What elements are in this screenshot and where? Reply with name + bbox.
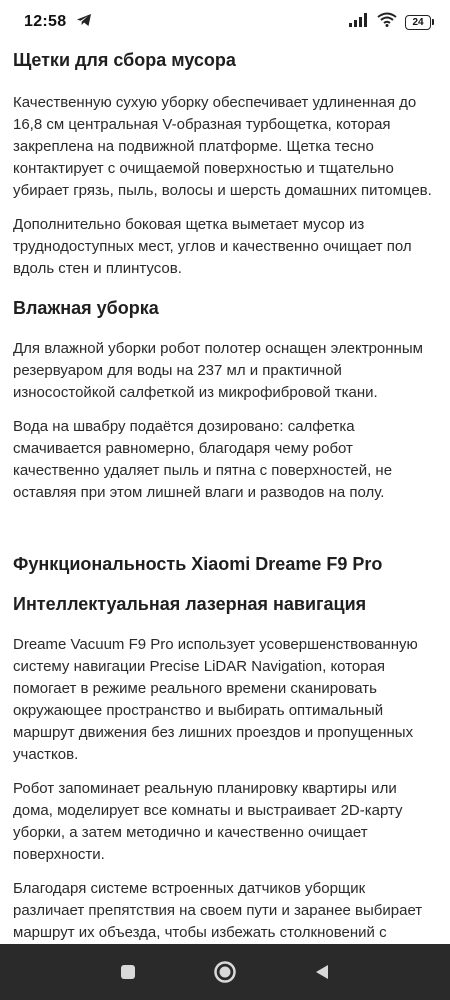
paragraph: Вода на швабру подаётся дозировано: салфетка смачивается равномерно, благодаря чему робот качественно удаляет пыль и пятна с поверхностей, не оставляя при этом лишней влаги и разводов на полу. <box>13 418 393 501</box>
section-heading-laser-navigation: Интеллектуальная лазерная навигация <box>13 594 367 614</box>
telegram-icon <box>76 13 92 32</box>
status-bar <box>0 0 450 44</box>
paragraph: Благодаря системе встроенных датчиков уборщик различает препятствия на своем пути и заранее выбирает маршрут их объезда, чтобы избежать столкновений с <box>13 880 423 941</box>
home-button[interactable] <box>205 952 245 992</box>
recents-button[interactable] <box>108 952 148 992</box>
square-icon <box>119 963 137 981</box>
paragraph: Качественную сухую уборку обеспечивает удлиненная до 16,8 см центральная V-образная турбощетка, которая закреплена на подвижной платформе. Щетка тесно контактирует с очищаемой поверхностью и тщательно убирает грязь, пыль, волосы и шерсть домашних питомцев. <box>13 94 432 199</box>
section-heading-wet-cleaning: Влажная уборка <box>13 298 159 318</box>
triangle-back-icon <box>313 963 331 981</box>
paragraph: Робот запоминает реальную планировку квартиры или дома, моделирует все комнаты и выстраивает 2D-карту уборки, а затем методично и качественно очищает поверхности. <box>13 780 403 863</box>
section-heading-brushes: Щетки для сбора мусора <box>13 50 236 70</box>
navigation-bar <box>0 944 450 1000</box>
back-button[interactable] <box>302 952 342 992</box>
circle-icon <box>213 960 237 984</box>
battery-level: 24 <box>405 15 431 30</box>
article-content <box>0 44 450 944</box>
wifi-icon <box>377 12 397 32</box>
section-heading-functionality: Функциональность Xiaomi Dreame F9 Pro <box>13 554 383 574</box>
signal-icon <box>349 13 369 32</box>
paragraph: Для влажной уборки робот полотер оснащен электронным резервуаром для воды на 237 мл и практичной износостойкой салфеткой из микрофибровой ткани. <box>13 340 423 401</box>
status-time: 12:58 <box>24 13 67 30</box>
paragraph: Дополнительно боковая щетка выметает мусор из труднодоступных мест, углов и качественно очищает пол вдоль стен и плинтусов. <box>13 216 412 277</box>
paragraph: Dreame Vacuum F9 Pro использует усовершенствованную систему навигации Precise LiDAR Navigation, которая помогает в режиме реального времени сканировать окружающее пространство и выбирать оптимальный маршрут движения без лишних проездов и пропущенных участков. <box>13 636 418 763</box>
battery-icon <box>405 15 434 30</box>
